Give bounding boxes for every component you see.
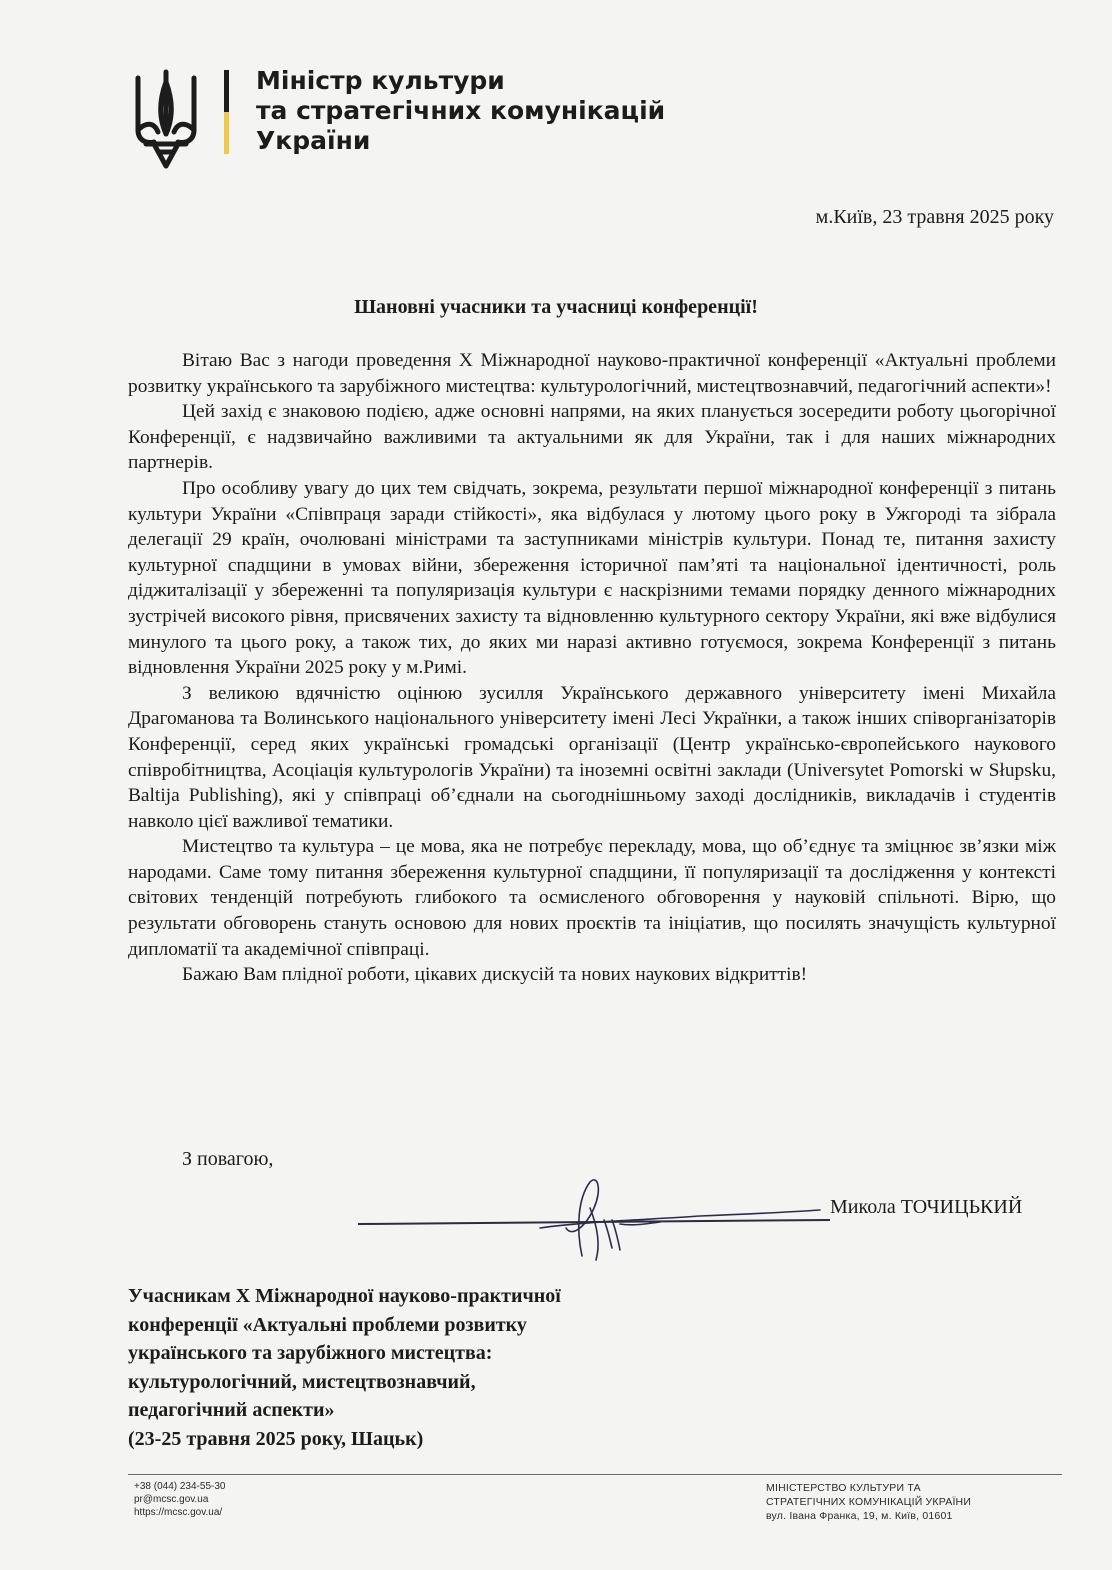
letter-date: м.Київ, 23 травня 2025 року bbox=[815, 206, 1054, 228]
footer-website: https://mcsc.gov.ua/ bbox=[134, 1507, 223, 1518]
footer-address: вул. Івана Франка, 19, м. Київ, 01601 bbox=[766, 1510, 953, 1522]
recipient-line: українського та зарубіжного мистецтва: bbox=[128, 1342, 493, 1364]
footer-email: pr@mcsc.gov.ua bbox=[134, 1494, 209, 1505]
footer-divider bbox=[128, 1474, 1062, 1475]
footer-org-line: СТРАТЕГІЧНИХ КОМУНІКАЦІЙ УКРАЇНИ bbox=[766, 1496, 972, 1508]
footer-contacts bbox=[134, 1480, 225, 1519]
recipient-line: (23-25 травня 2025 року, Шацьк) bbox=[128, 1427, 424, 1450]
body-paragraph: Цей захід є знаковою подією, адже основні напрями, на яких планується зосередити роботу цьогорічної Конференції, є надзвичайно важливими та актуальними як для України, так і для наших міжнародних партнерів. bbox=[128, 401, 1056, 474]
ministry-title-line: України bbox=[256, 126, 371, 155]
salutation: Шановні учасники та учасниці конференції! bbox=[354, 296, 758, 318]
ministry-title-line: Міністр культури bbox=[256, 66, 505, 95]
ministry-title-line: та стратегічних комунікацій bbox=[256, 96, 666, 125]
ministry-title bbox=[256, 66, 665, 156]
recipient-line: конференції «Актуальні проблеми розвитку bbox=[128, 1313, 527, 1336]
closing: З повагою, bbox=[182, 1148, 274, 1170]
body-paragraph: Вітаю Вас з нагоди проведення Х Міжнародної науково-практичної конференції «Актуальні проблеми розвитку українського та зарубіжного мистецтва: культурологічний, мистецтвознавчий, педагогічний аспекти»! bbox=[128, 350, 1056, 397]
body-paragraph: З великою вдячністю оцінюю зусилля Українського державного університету імені Михайла Драгоманова та Волинського національного університету імені Лесі Українки, а також інших співорганізаторів Конференції, серед яких українські громадські організації (Центр українсько-європейського наукового співробітництва, Асоціація культурологів України) та іноземні освітні заклади (Universytet Pomorski w Słupsku, Baltija Publishing), які у співпраці об’єднали на сьогоднішньому заході дослідників, викладачів і студентів навколо цієї важливої тематики. bbox=[128, 682, 1056, 832]
recipient-line: Учасникам Х Міжнародної науково-практичної bbox=[128, 1285, 561, 1307]
handwritten-signature-icon bbox=[520, 1168, 840, 1268]
body-paragraph: Мистецтво та культура – це мова, яка не потребує перекладу, мова, що об’єднує та зміцнює зв’язки між народами. Саме тому питання збереження культурної спадщини, її популяризації та дослідження у контексті світових тенденцій потребують глибокого та осмисленого обговорення у науковій спільноті. Вірю, що результати обговорень стануть основою для нових проєктів та ініціатив, що посилять значущість культурної дипломатії та академічної співпраці. bbox=[128, 836, 1056, 960]
recipient-block bbox=[128, 1282, 748, 1453]
body-paragraph: Про особливу увагу до цих тем свідчать, зокрема, результати першої міжнародної конференції з питань культури України «Співпраця заради стійкості», яка відбулася у лютому цього року в Ужгороді та зібрала делегації 29 країн, очолювані міністрами та заступниками міністрів культури. Понад те, питання захисту культурної спадщини в умовах війни, збереження історичної пам’яті та національної ідентичності, роль діджиталізації у збереженні та популяризація культури є наскрізними темами порядку денного міжнародних зустрічей високого рівня, присвячених захисту та відновленню культурного сектору України, які вже відбулися минулого та цього року, а також тих, до яких ми наразі активно готуємося, зокрема Конференції з питань відновлення України 2025 року у м.Римі. bbox=[128, 477, 1056, 679]
letter-body bbox=[128, 348, 1056, 988]
recipient-line: культурологічний, мистецтвознавчий, bbox=[128, 1370, 476, 1393]
header-divider-accent bbox=[224, 112, 229, 154]
footer-org-line: МІНІСТЕРСТВО КУЛЬТУРИ ТА bbox=[766, 1482, 921, 1494]
footer-phone: +38 (044) 234-55-30 bbox=[134, 1481, 226, 1492]
signer-name: Микола ТОЧИЦЬКИЙ bbox=[830, 1196, 1023, 1218]
trident-emblem-icon bbox=[132, 68, 200, 170]
recipient-line: педагогічний аспекти» bbox=[128, 1399, 335, 1421]
body-paragraph: Бажаю Вам плідної роботи, цікавих дискусій та нових наукових відкриттів! bbox=[182, 964, 808, 986]
footer-organization bbox=[766, 1481, 971, 1523]
